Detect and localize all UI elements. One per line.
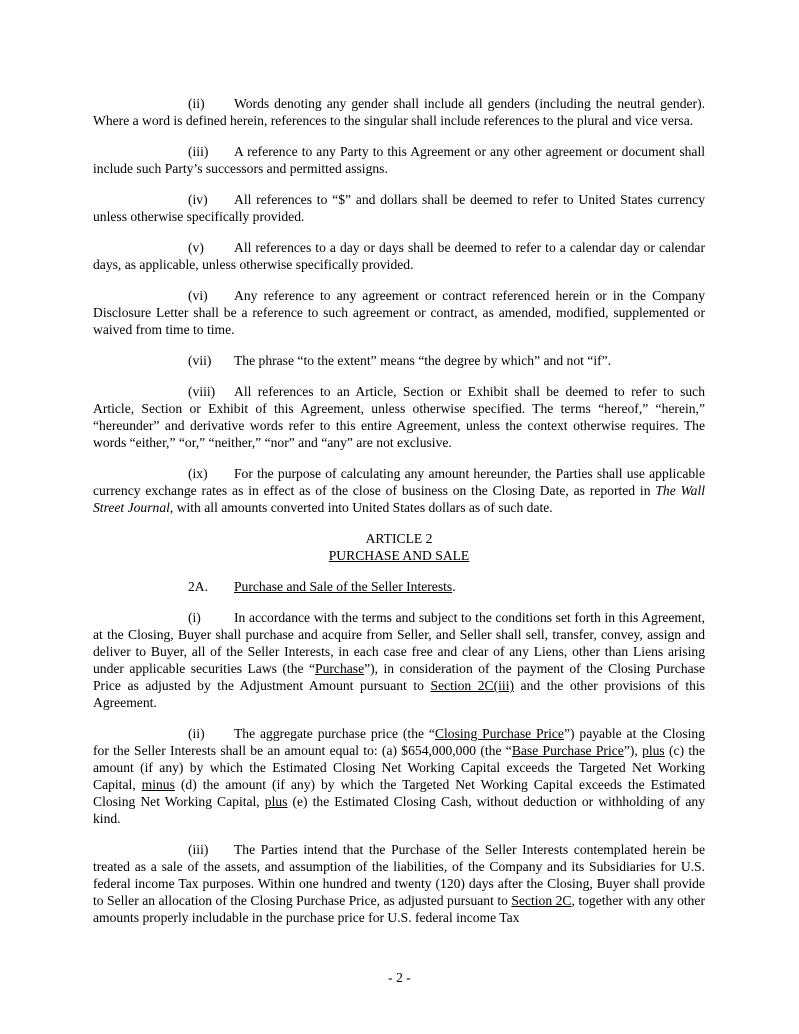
paragraph-v xyxy=(93,239,705,273)
publication-name: The Wall Street Journal xyxy=(93,483,705,515)
paragraph-ix xyxy=(93,465,705,516)
article-title: PURCHASE AND SALE xyxy=(328,548,470,563)
defined-term: Base Purchase Price xyxy=(511,743,624,758)
paragraph-number: (ii) xyxy=(188,96,205,111)
paragraph-text: Words denoting any gender shall include all genders (including the neutral gender). Where a word is defined herein, references to the singular shall include references to the plural and vice versa. xyxy=(93,96,705,128)
section-reference: Section 2C(iii) xyxy=(430,678,515,693)
paragraph-text: ”), in consideration of the payment of the Closing Purchase Price as adjusted by the Adjustment Amount pursuant to xyxy=(93,661,705,693)
section-reference: Section 2C xyxy=(511,893,572,908)
operator-term: minus xyxy=(141,777,175,792)
defined-term: Purchase xyxy=(315,661,365,676)
paragraph-number: (iii) xyxy=(188,144,209,159)
section-number: 2A. xyxy=(188,579,209,594)
paragraph-text: In accordance with the terms and subject to the conditions set forth in this Agreement, at the Closing, Buyer shall purchase and acquire from Seller, and Seller shall sell, transfer, convey, assign and deliver to Buyer, all of the Seller Interests, in each case free and clear of any Liens, other than Liens arising under applicable securities Laws (the “ xyxy=(93,610,705,676)
operator-term: plus xyxy=(264,794,288,809)
paragraph-text: ”), xyxy=(623,743,643,758)
paragraph-number: (vi) xyxy=(188,288,208,303)
paragraph-2a-ii xyxy=(93,725,705,827)
paragraph-text: and the other provisions of this Agreement. xyxy=(93,678,705,710)
paragraph-text: All references to a day or days shall be deemed to refer to a calendar day or calendar days, as applicable, unless otherwise specifically provided. xyxy=(93,240,705,272)
paragraph-number: (ix) xyxy=(188,466,208,481)
document-body xyxy=(93,95,705,940)
paragraph-number: (ii) xyxy=(188,726,205,741)
paragraph-vii xyxy=(93,352,705,369)
paragraph-text: For the purpose of calculating any amount hereunder, the Parties shall use applicable currency exchange rates as in effect as of the close of business on the Closing Date, as reported in xyxy=(93,466,705,498)
paragraph-text: (e) the Estimated Closing Cash, without deduction or withholding of any kind. xyxy=(93,794,706,826)
paragraph-iii xyxy=(93,143,705,177)
paragraph-iv xyxy=(93,191,705,225)
paragraph-text: ”) payable at the Closing for the Seller Interests shall be an amount equal to: (a) $654,000,000 (the “ xyxy=(93,726,705,758)
section-title-period: . xyxy=(452,579,456,594)
paragraph-text: (d) the amount (if any) by which the Targeted Net Working Capital exceeds the Estimated Closing Net Working Capital, xyxy=(93,777,706,809)
paragraph-text: , together with any other amounts properly includable in the purchase price for U.S. federal income Tax xyxy=(93,893,705,925)
paragraph-vi xyxy=(93,287,705,338)
paragraph-viii xyxy=(93,383,705,451)
paragraph-text: The Parties intend that the Purchase of the Seller Interests contemplated herein be treated as a sale of the assets, and assumption of the liabilities, of the Company and its Subsidiaries for U.S. federal income Tax purposes. Within one hundred and twenty (120) days after the Closing, Buyer shall provide to Seller an allocation of the Closing Purchase Price, as adjusted pursuant to xyxy=(93,842,705,908)
paragraph-number: (iii) xyxy=(188,842,209,857)
paragraph-text: All references to “$” and dollars shall be deemed to refer to United States currency unless otherwise specifically provided. xyxy=(93,192,705,224)
paragraph-text: All references to an Article, Section or Exhibit shall be deemed to refer to such Article, Section or Exhibit of this Agreement, unless otherwise specified. The terms “hereof,” “herein,” “hereunder” and derivative words refer to this entire Agreement, unless the context otherwise requires. The words “either,” “or,” “neither,” “nor” and “any” are not exclusive. xyxy=(93,384,705,450)
paragraph-text: (c) the amount (if any) by which the Estimated Closing Net Working Capital exceeds the Targeted Net Working Capital, xyxy=(93,743,705,792)
paragraph-2a-iii xyxy=(93,841,705,926)
page-number: - 2 - xyxy=(388,970,411,985)
paragraph-number: (viii) xyxy=(188,384,216,399)
section-2a-heading xyxy=(93,578,705,595)
paragraph-text: A reference to any Party to this Agreement or any other agreement or document shall include such Party’s successors and permitted assigns. xyxy=(93,144,705,176)
paragraph-number: (v) xyxy=(188,240,204,255)
article-number: ARTICLE 2 xyxy=(365,531,433,546)
paragraph-number: (vii) xyxy=(188,353,212,368)
paragraph-2a-i xyxy=(93,609,705,711)
paragraph-number: (i) xyxy=(188,610,201,625)
paragraph-text: The phrase “to the extent” means “the degree by which” and not “if”. xyxy=(234,353,612,368)
article-heading xyxy=(93,530,705,564)
paragraph-number: (iv) xyxy=(188,192,208,207)
section-title: Purchase and Sale of the Seller Interests xyxy=(234,579,453,594)
paragraph-text: The aggregate purchase price (the “ xyxy=(234,726,435,741)
paragraph-text: Any reference to any agreement or contract referenced herein or in the Company Disclosure Letter shall be a reference to such agreement or contract, as amended, modified, supplemented or waived from time to time. xyxy=(93,288,705,337)
defined-term: Closing Purchase Price xyxy=(434,726,564,741)
paragraph-text: , with all amounts converted into United States dollars as of such date. xyxy=(169,500,553,515)
paragraph-ii xyxy=(93,95,705,129)
operator-term: plus xyxy=(642,743,665,758)
